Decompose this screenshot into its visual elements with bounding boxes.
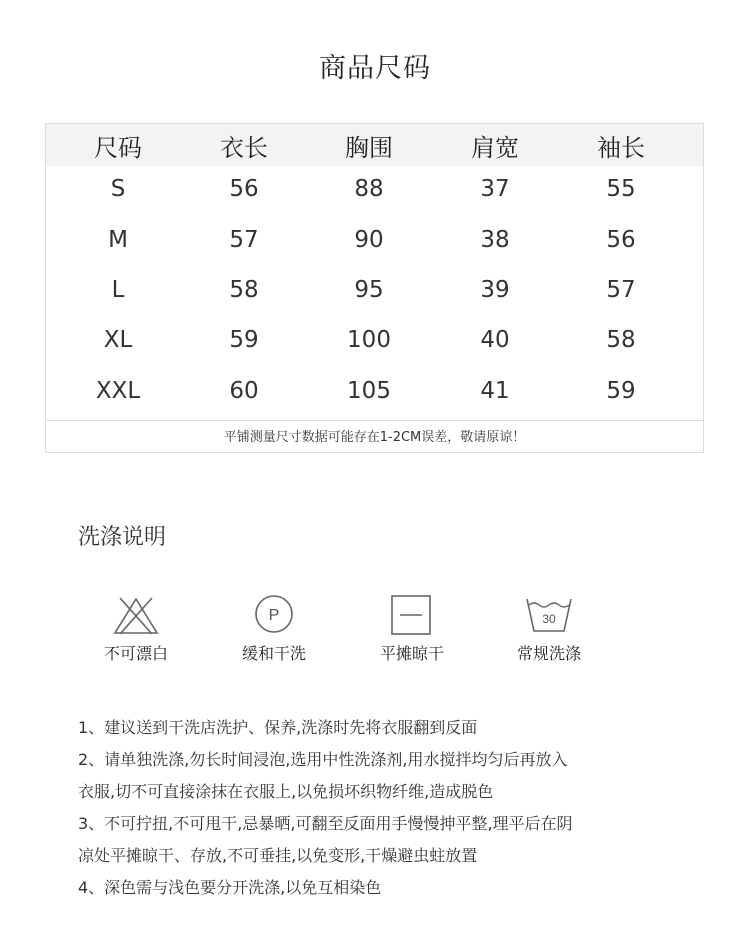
gentle-dry-clean-icon bbox=[248, 595, 300, 637]
care-item-normal-wash bbox=[489, 595, 609, 664]
table-cell: 37 bbox=[480, 176, 510, 202]
instruction-line: 2、请单独洗涤,勿长时间浸泡,选用中性洗涤剂,用水搅拌均匀后再放入 bbox=[78, 750, 568, 769]
table-row bbox=[46, 319, 703, 369]
table-cell: 55 bbox=[606, 176, 636, 202]
care-label: 缓和干洗 bbox=[241, 644, 306, 663]
table-cell: 90 bbox=[354, 227, 384, 253]
header-sleeve: 袖长 bbox=[597, 134, 645, 162]
size-table bbox=[45, 123, 704, 453]
table-cell: S bbox=[110, 176, 126, 202]
table-cell: 56 bbox=[606, 227, 636, 253]
table-cell: M bbox=[108, 227, 128, 253]
table-cell: L bbox=[111, 277, 125, 303]
table-cell: 88 bbox=[354, 176, 384, 202]
care-item-dry-clean bbox=[214, 595, 334, 664]
measurement-note: 平铺测量尺寸数据可能存在1-2CM误差，敬请原谅！ bbox=[46, 420, 703, 454]
table-cell: 60 bbox=[229, 378, 259, 404]
table-cell: 57 bbox=[229, 227, 259, 253]
instruction-line: 衣服,切不可直接涂抹在衣服上,以免损坏织物纤维,造成脱色 bbox=[78, 782, 494, 801]
header-chest: 胸围 bbox=[345, 134, 393, 162]
care-label: 常规洗涤 bbox=[516, 644, 581, 663]
table-row bbox=[46, 269, 703, 319]
header-length: 衣长 bbox=[220, 134, 268, 162]
table-header-row bbox=[46, 124, 703, 166]
table-cell: 38 bbox=[480, 227, 510, 253]
table-cell: 58 bbox=[606, 327, 636, 353]
table-row bbox=[46, 370, 703, 420]
instruction-line: 凉处平摊晾干、存放,不可垂挂,以免变形,干燥避虫蛀放置 bbox=[78, 846, 478, 865]
table-cell: 41 bbox=[480, 378, 510, 404]
table-cell: 39 bbox=[480, 277, 510, 303]
instruction-line: 4、深色需与浅色要分开洗涤,以免互相染色 bbox=[78, 878, 382, 897]
wash-temperature: 30 bbox=[542, 612, 556, 626]
table-cell: XXL bbox=[95, 378, 141, 404]
table-row bbox=[46, 219, 703, 269]
care-label: 平摊晾干 bbox=[379, 644, 444, 663]
dry-flat-icon bbox=[386, 595, 438, 637]
table-cell: XL bbox=[103, 327, 133, 353]
care-item-no-bleach bbox=[76, 595, 196, 664]
table-cell: 56 bbox=[229, 176, 259, 202]
table-cell: 58 bbox=[229, 277, 259, 303]
table-cell: 95 bbox=[354, 277, 384, 303]
no-bleach-icon bbox=[110, 595, 162, 637]
instruction-line: 3、不可拧扭,不可甩干,忌暴晒,可翻至反面用手慢慢抻平整,理平后在阴 bbox=[78, 814, 573, 833]
table-row bbox=[46, 168, 703, 218]
care-label: 不可漂白 bbox=[103, 644, 168, 663]
instruction-line: 1、建议送到干洗店洗护、保养,洗涤时先将衣服翻到反面 bbox=[78, 718, 478, 737]
table-cell: 59 bbox=[229, 327, 259, 353]
table-cell: 100 bbox=[347, 327, 391, 353]
header-size: 尺码 bbox=[94, 134, 142, 162]
header-shoulder: 肩宽 bbox=[471, 134, 519, 162]
table-cell: 59 bbox=[606, 378, 636, 404]
wash-instructions bbox=[78, 712, 678, 904]
table-cell: 105 bbox=[347, 378, 391, 404]
page-title: 商品尺码 bbox=[319, 53, 431, 84]
svg-text:P: P bbox=[268, 607, 280, 624]
table-cell: 40 bbox=[480, 327, 510, 353]
wash-30-icon bbox=[523, 595, 575, 637]
care-item-dry-flat bbox=[352, 595, 472, 664]
wash-section-title: 洗涤说明 bbox=[78, 525, 167, 550]
table-cell: 57 bbox=[606, 277, 636, 303]
